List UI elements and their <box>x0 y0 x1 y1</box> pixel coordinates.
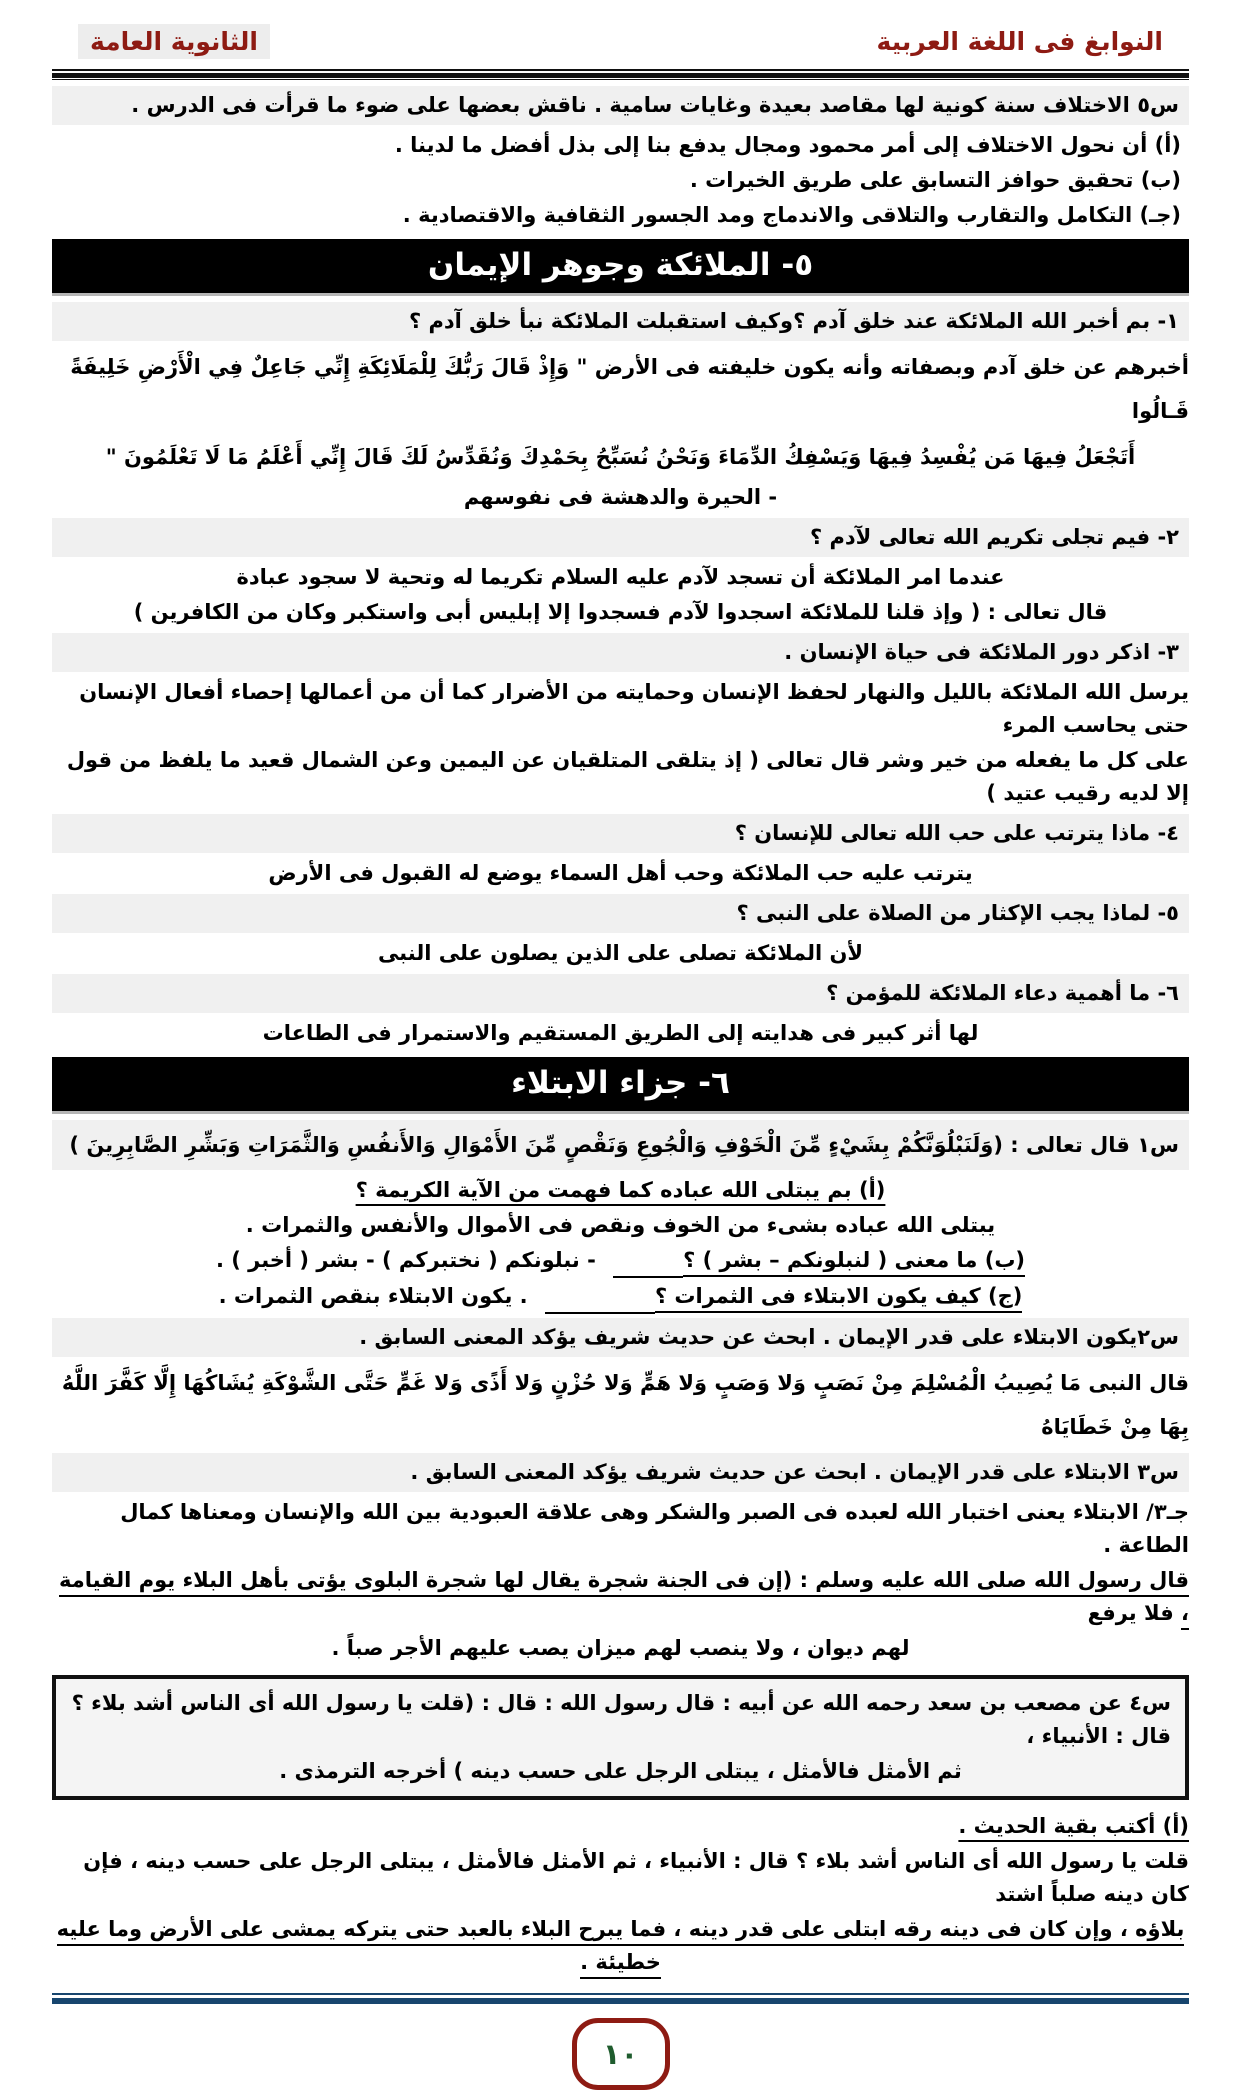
answer-line-6-4b <box>52 1913 1189 1979</box>
document-content <box>52 86 1189 1979</box>
answer-line-5-5: لأن الملائكة تصلى على الذين يصلون على النبى <box>377 941 864 965</box>
footer-rule <box>52 1993 1189 2004</box>
question-row-5-5: ٥- لماذا يجب الإكثار من الصلاة على النبى ؟ <box>52 894 1189 933</box>
sub-question-6-4a-row <box>52 1810 1189 1843</box>
question-row-5-2: ٢- فيم تجلى تكريم الله تعالى لآدم ؟ <box>52 518 1189 557</box>
footer-rule-thick <box>52 1998 1189 2004</box>
box-line-1: س٤ عن مصعب بن سعد رحمه الله عن أبيه : قال رسول الله : قال : (قلت يا رسول الله أى الناس أشد بلاء ؟ قال : الأنبياء ، <box>71 1691 1171 1748</box>
hadith-line-6-3a <box>52 1564 1189 1630</box>
hadith-question-box <box>52 1675 1189 1800</box>
question-row-5-3: ٣- اذكر دور الملائكة فى حياة الإنسان . <box>52 633 1189 672</box>
page-number: ١٠ <box>602 2037 639 2071</box>
answer-blank-line <box>613 1255 683 1278</box>
answer-line-s5-b: (ب) تحقيق حوافز التسابق على طريق الخيرات . <box>689 168 1181 192</box>
box-line-2: ثم الأمثل فالأمثل ، يبتلى الرجل على حسب دينه ) أخرجه الترمذى . <box>279 1759 962 1783</box>
answer-inline-6-1b: - نبلونكم ( نختبركم ) - بشر ( أخبر ) . <box>215 1248 596 1272</box>
hadith-line-6-2: قال النبى مَا يُصِيبُ الْمُسْلِمَ مِنْ نَصَبٍ وَلا وَصَبٍ وَلا هَمٍّ وَلا حُزْنٍ وَلا أَذًى وَلا غَمٍّ حَتَّى الشَّوْكَةِ يُشَاكُهَا إِلَّا كَفَّرَ اللَّهُ بِهَا مِنْ خَطَايَاهُ <box>61 1371 1189 1439</box>
answer-line-6-4a: قلت يا رسول الله أى الناس أشد بلاء ؟ قال : الأنبياء ، ثم الأمثل فالأمثل ، يبتلى الرجل على حسب دينه ، فإن كان دينه صلباً اشتد <box>83 1849 1189 1906</box>
answer-line-6-3: جـ٣/ الابتلاء يعنى اختبار الله لعبده فى الصبر والشكر وهى علاقة العبودية بين الله والإنسان ومعناها كمال الطاعة . <box>120 1500 1189 1557</box>
page-number-badge <box>572 2018 670 2090</box>
sub-question-6-1c: (ج) كيف يكون الابتلاء فى الثمرات ؟ <box>655 1284 1022 1313</box>
question-row-6-3: س٣ الابتلاء على قدر الإيمان . ابحث عن حديث شريف يؤكد المعنى السابق . <box>52 1453 1189 1492</box>
page-header <box>52 18 1189 69</box>
question-row-s5: س٥ الاختلاف سنة كونية لها مقاصد بعيدة وغايات سامية . ناقش بعضها على ضوء ما قرأت فى الدرس . <box>52 86 1189 125</box>
answer-line-5-1b: أَتَجْعَلُ فِيهَا مَن يُفْسِدُ فِيهَا وَيَسْفِكُ الدِّمَاءَ وَنَحْنُ نُسَبِّحُ بِحَمْدِكَ وَنُقَدِّسُ لَكَ قَالَ إِنِّي أَعْلَمُ مَا لَا تَعْلَمُونَ " <box>105 445 1136 469</box>
sub-question-6-1a: (أ) بم يبتلى الله عباده كما فهمت من الآية الكريمة ؟ <box>355 1178 886 1202</box>
answer-inline-6-1c: . يكون الابتلاء بنقص الثمرات . <box>218 1284 528 1308</box>
answer-line-5-6: لها أثر كبير فى هدايته إلى الطريق المستقيم والاستمرار فى الطاعات <box>262 1021 979 1045</box>
question-row-6-1: س١ قال تعالى : (وَلَنَبْلُوَنَّكُمْ بِشَيْءٍ مِّنَ الْخَوْفِ وَالْجُوعِ وَنَقْصٍ مِّنَ الأَمْوَالِ وَالأَنفُسِ وَالثَّمَرَاتِ وَبَشِّرِ الصَّابِرِينَ ) <box>52 1120 1189 1170</box>
header-rule-thin2 <box>52 79 1189 80</box>
answer-line-5-4: يترتب عليه حب الملائكة وحب أهل السماء يوضع له القبول فى الأرض <box>268 861 973 885</box>
question-row-6-2: س٢يكون الابتلاء على قدر الإيمان . ابحث عن حديث شريف يؤكد المعنى السابق . <box>52 1318 1189 1357</box>
section-6-banner: ٦- جزاء الابتلاء <box>52 1057 1189 1111</box>
question-row-5-6: ٦- ما أهمية دعاء الملائكة للمؤمن ؟ <box>52 974 1189 1013</box>
header-rule-thick <box>52 73 1189 78</box>
track-title: الثانوية العامة <box>78 24 270 59</box>
header-rule <box>52 69 1189 80</box>
answer-blank-line <box>545 1291 655 1314</box>
answer-line-5-2a: عندما امر الملائكة أن تسجد لآدم عليه السلام تكريما له وتحية لا سجود عبادة <box>236 565 1005 589</box>
sub-question-6-1c-row <box>52 1280 1189 1314</box>
section-5-banner: ٥- الملائكة وجوهر الإيمان <box>52 239 1189 293</box>
sub-question-6-1b-row <box>52 1244 1189 1278</box>
hadith-line-6-3a-rest: فلا يرفع <box>1087 1601 1182 1625</box>
brand-title: النوابغ فى اللغة العربية <box>876 27 1163 56</box>
sub-question-6-1b: (ب) ما معنى ( لنبلونكم – بشر ) ؟ <box>683 1248 1025 1277</box>
sub-question-6-4a: (أ) أكتب بقية الحديث . <box>958 1814 1189 1838</box>
question-row-5-1: ١- بم أخبر الله الملائكة عند خلق آدم ؟وكيف استقبلت الملائكة نبأ خلق آدم ؟ <box>52 302 1189 341</box>
answer-line-6-1a: يبتلى الله عباده بشىء من الخوف ونقص فى الأموال والأنفس والثمرات . <box>245 1213 996 1237</box>
answer-line-5-1a: أخبرهم عن خلق آدم وبصفاته وأنه يكون خليفته فى الأرض " وَإِذْ قَالَ رَبُّكَ لِلْمَلَائِكَةِ إِنِّي جَاعِلٌ فِي الْأَرْضِ خَلِيفَةً قَـالُوا <box>70 355 1189 423</box>
question-row-5-4: ٤- ماذا يترتب على حب الله تعالى للإنسان ؟ <box>52 814 1189 853</box>
answer-line-s5-a: (أ) أن نحول الاختلاف إلى أمر محمود ومجال يدفع بنا إلى بذل أفضل ما لدينا . <box>394 133 1181 157</box>
answer-line-6-4b-text: بلاؤه ، وإن كان فى دينه رقه ابتلى على قدر دينه ، فما يبرح البلاء بالعبد حتى يتركه يمشى على الأرض وما عليه خطيئة . <box>57 1917 1185 1979</box>
answer-line-5-2b: قال تعالى : ( وإذ قلنا للملائكة اسجدوا لآدم فسجدوا إلا إبليس أبى واستكبر وكان من الكافرين ) <box>133 600 1108 624</box>
answer-line-5-1c: - الحيرة والدهشة فى نفوسهم <box>463 485 778 509</box>
answer-line-5-3b: على كل ما يفعله من خير وشر قال تعالى ( إذ يتلقى المتلقيان عن اليمين وعن الشمال قعيد ما يلفظ من قول إلا لديه رقيب عتيد ) <box>66 748 1189 805</box>
hadith-line-6-3b: لهم ديوان ، ولا ينصب لهم ميزان يصب عليهم الأجر صباً . <box>331 1636 910 1660</box>
answer-line-s5-c: (جـ) التكامل والتقارب والتلاقى والاندماج ومد الجسور الثقافية والاقتصادية . <box>402 203 1181 227</box>
answer-line-5-3a: يرسل الله الملائكة بالليل والنهار لحفظ الإنسان وحمايته من الأضرار كما أن من أعمالها إحصاء أفعال الإنسان حتى يحاسب المرء <box>79 680 1189 737</box>
hadith-line-6-3a-underlined: قال رسول الله صلى الله عليه وسلم : (إن فى الجنة شجرة يقال لها شجرة البلوى يؤتى بأهل البلاء يوم القيامة ، <box>59 1568 1189 1630</box>
